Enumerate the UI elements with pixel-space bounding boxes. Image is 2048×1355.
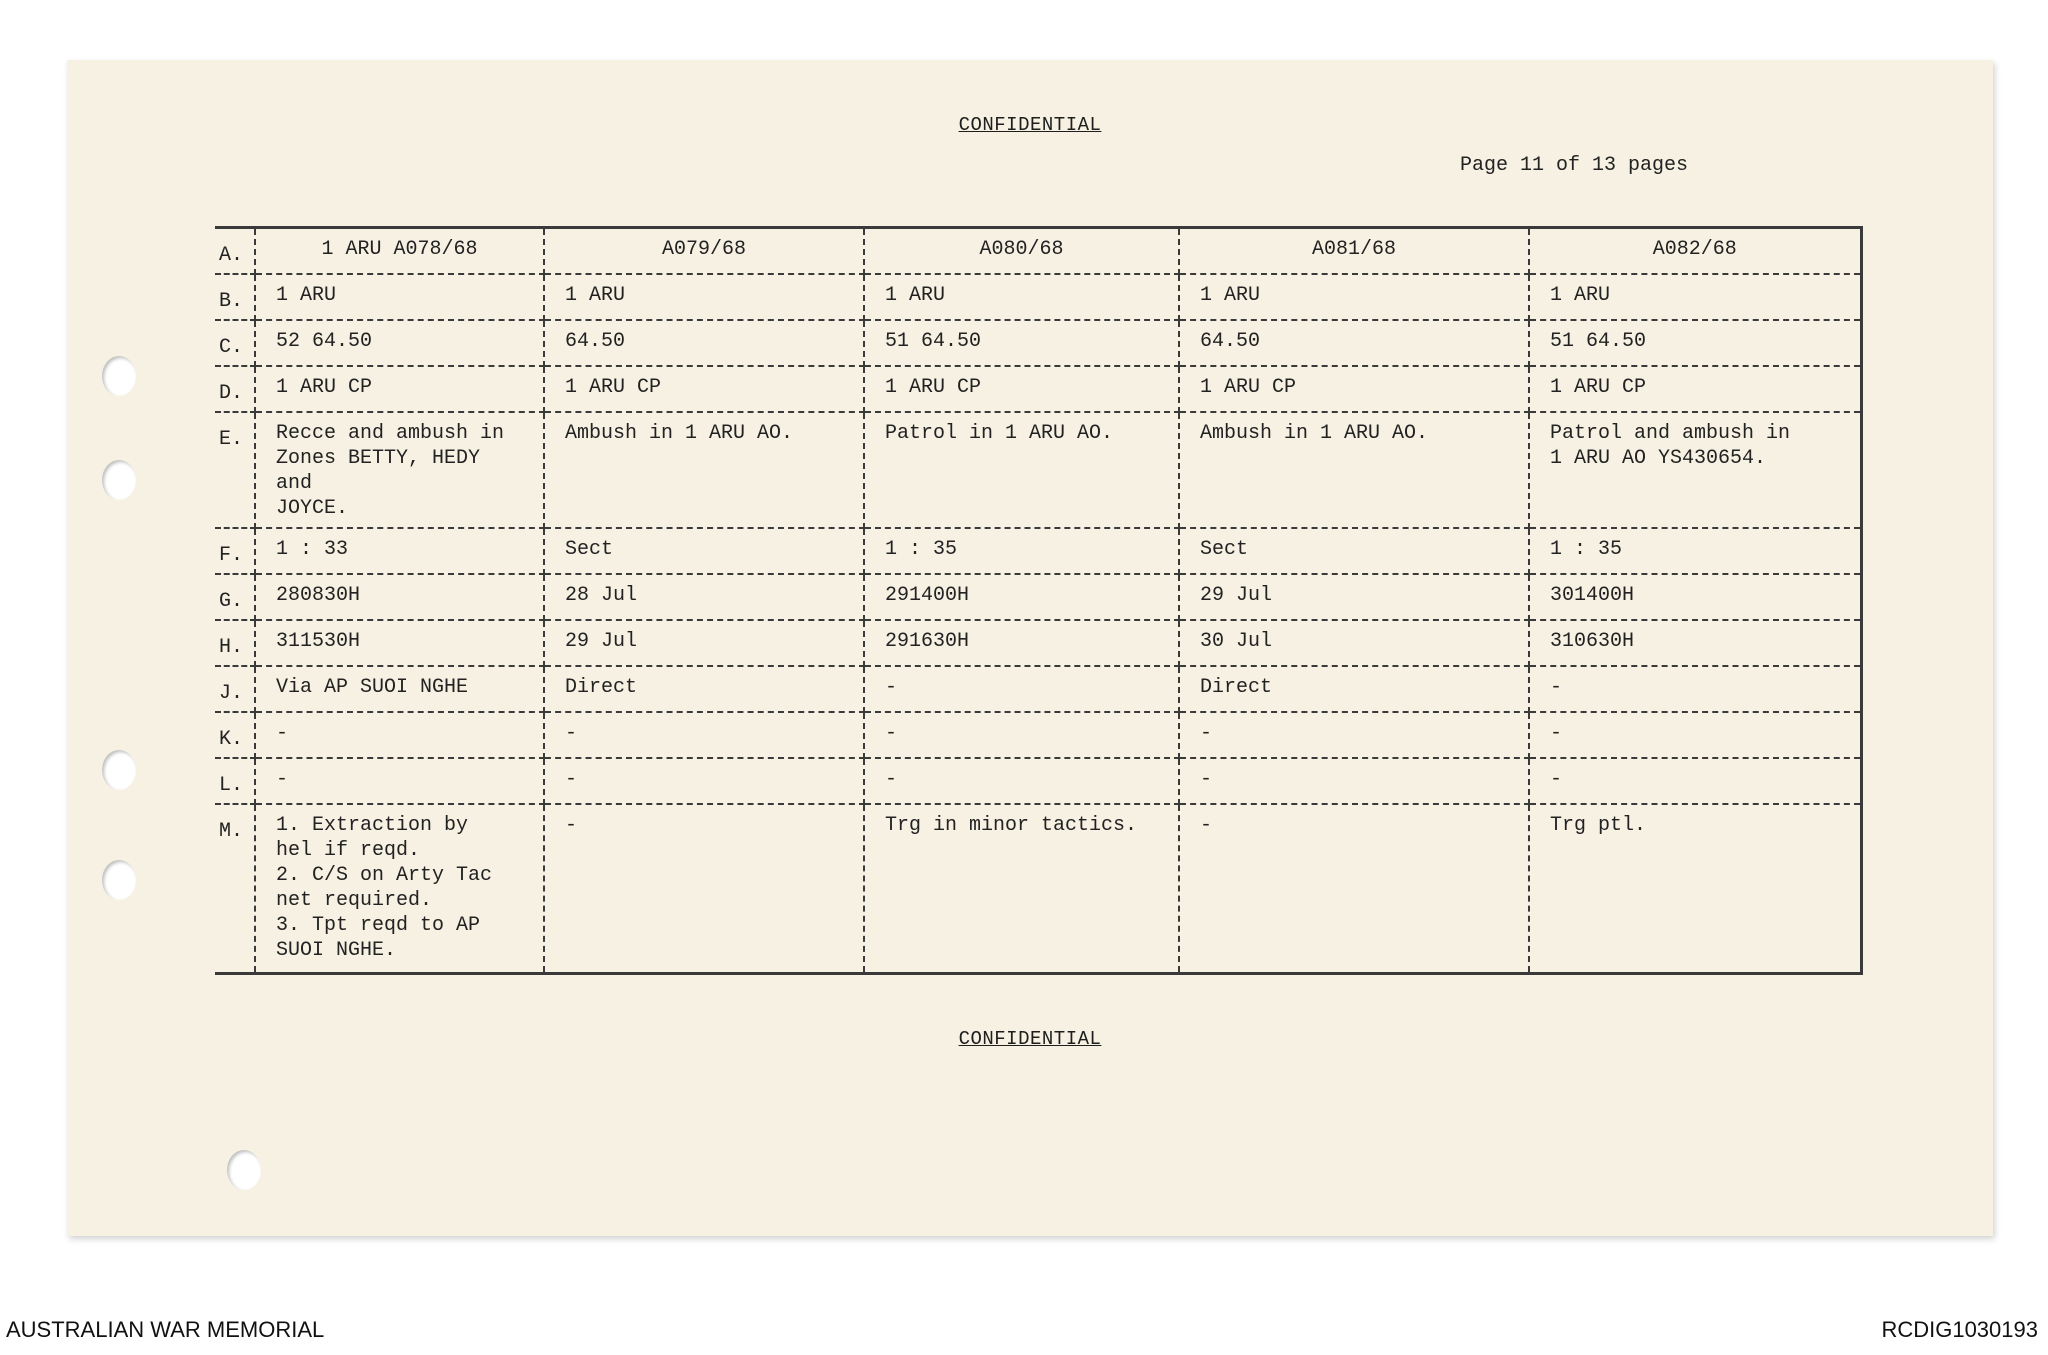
table-row: [215, 804, 1861, 974]
row-label: C.: [215, 320, 255, 366]
table-cell: Patrol in 1 ARU AO.: [864, 412, 1179, 528]
paper-sheet: [67, 60, 1993, 1236]
table-cell: 1 : 35: [864, 528, 1179, 574]
archive-footer: [0, 1303, 2048, 1355]
table-cell: 64.50: [544, 320, 864, 366]
table-cell: 29 Jul: [1179, 574, 1529, 620]
table-cell: 1 ARU: [1179, 274, 1529, 320]
table-cell: 280830H: [255, 574, 544, 620]
table-cell: 1 ARU: [544, 274, 864, 320]
table-row: [215, 758, 1861, 804]
table-cell: Direct: [544, 666, 864, 712]
table-cell: -: [1179, 804, 1529, 974]
table-cell: 1 ARU CP: [1179, 366, 1529, 412]
row-label: J.: [215, 666, 255, 712]
movement-table: [215, 226, 1863, 975]
table-row: [215, 320, 1861, 366]
table-cell: Sect: [1179, 528, 1529, 574]
table-cell: 51 64.50: [1529, 320, 1861, 366]
table-cell: 30 Jul: [1179, 620, 1529, 666]
table-cell: 1 : 35: [1529, 528, 1861, 574]
row-label: E.: [215, 412, 255, 528]
row-label: F.: [215, 528, 255, 574]
table-cell: 1 ARU: [255, 274, 544, 320]
classification-top: CONFIDENTIAL: [958, 114, 1102, 136]
table-cell: 1 : 33: [255, 528, 544, 574]
column-header: 1 ARU A078/68: [255, 228, 544, 274]
table-cell: 1 ARU CP: [255, 366, 544, 412]
column-header: A081/68: [1179, 228, 1529, 274]
table-cell: -: [864, 666, 1179, 712]
table-cell: Patrol and ambush in 1 ARU AO YS430654.: [1529, 412, 1861, 528]
table-cell: 1 ARU: [864, 274, 1179, 320]
column-header: A079/68: [544, 228, 864, 274]
table-cell: Direct: [1179, 666, 1529, 712]
row-label: M.: [215, 804, 255, 974]
table-cell: 311530H: [255, 620, 544, 666]
table-row: [215, 366, 1861, 412]
punch-hole-2: [102, 460, 136, 500]
archive-name: AUSTRALIAN WAR MEMORIAL: [6, 1317, 325, 1342]
table-cell: Via AP SUOI NGHE: [255, 666, 544, 712]
table-row: [215, 412, 1861, 528]
column-header: A080/68: [864, 228, 1179, 274]
table-cell: 28 Jul: [544, 574, 864, 620]
table-body: [215, 228, 1861, 974]
row-label: H.: [215, 620, 255, 666]
table-cell: 1 ARU CP: [864, 366, 1179, 412]
punch-hole-5: [227, 1150, 261, 1190]
table-cell: -: [1179, 712, 1529, 758]
table-cell: 1 ARU: [1529, 274, 1861, 320]
punch-hole-1: [102, 356, 136, 396]
table-row: [215, 228, 1861, 274]
row-label: A.: [215, 228, 255, 274]
table-cell: -: [255, 712, 544, 758]
table-cell: Trg ptl.: [1529, 804, 1861, 974]
table-cell: 1 ARU CP: [544, 366, 864, 412]
table-cell: 291630H: [864, 620, 1179, 666]
table-cell: 1 ARU CP: [1529, 366, 1861, 412]
table-cell: -: [1529, 712, 1861, 758]
row-label: B.: [215, 274, 255, 320]
table-cell: Ambush in 1 ARU AO.: [544, 412, 864, 528]
column-header: A082/68: [1529, 228, 1861, 274]
table-row: [215, 528, 1861, 574]
table-cell: -: [255, 758, 544, 804]
row-label: G.: [215, 574, 255, 620]
table-cell: -: [544, 712, 864, 758]
table-cell: -: [1529, 758, 1861, 804]
row-label: D.: [215, 366, 255, 412]
classification-bottom: CONFIDENTIAL: [958, 1028, 1102, 1050]
table-row: [215, 574, 1861, 620]
table-cell: -: [544, 758, 864, 804]
table-cell: Ambush in 1 ARU AO.: [1179, 412, 1529, 528]
page-number: Page 11 of 13 pages: [1459, 154, 1688, 177]
archive-reference: RCDIG1030193: [1881, 1317, 2038, 1342]
table-cell: -: [864, 758, 1179, 804]
table-row: [215, 620, 1861, 666]
table-cell: -: [864, 712, 1179, 758]
table-cell: Sect: [544, 528, 864, 574]
punch-hole-4: [102, 860, 136, 900]
row-label: L.: [215, 758, 255, 804]
table-cell: -: [1529, 666, 1861, 712]
table-cell: 51 64.50: [864, 320, 1179, 366]
table-cell: -: [544, 804, 864, 974]
table-cell: 52 64.50: [255, 320, 544, 366]
table-cell: 291400H: [864, 574, 1179, 620]
table-cell: 64.50: [1179, 320, 1529, 366]
table-row: [215, 666, 1861, 712]
table-cell: 1. Extraction by hel if reqd. 2. C/S on Arty Tac net required. 3. Tpt reqd to AP SUOI NGHE.: [255, 804, 544, 974]
table-cell: -: [1179, 758, 1529, 804]
table-cell: Recce and ambush in Zones BETTY, HEDY and JOYCE.: [255, 412, 544, 528]
punch-hole-3: [102, 750, 136, 790]
table-cell: Trg in minor tactics.: [864, 804, 1179, 974]
table-row: [215, 274, 1861, 320]
table-cell: 310630H: [1529, 620, 1861, 666]
table-row: [215, 712, 1861, 758]
table-cell: 301400H: [1529, 574, 1861, 620]
row-label: K.: [215, 712, 255, 758]
table-cell: 29 Jul: [544, 620, 864, 666]
